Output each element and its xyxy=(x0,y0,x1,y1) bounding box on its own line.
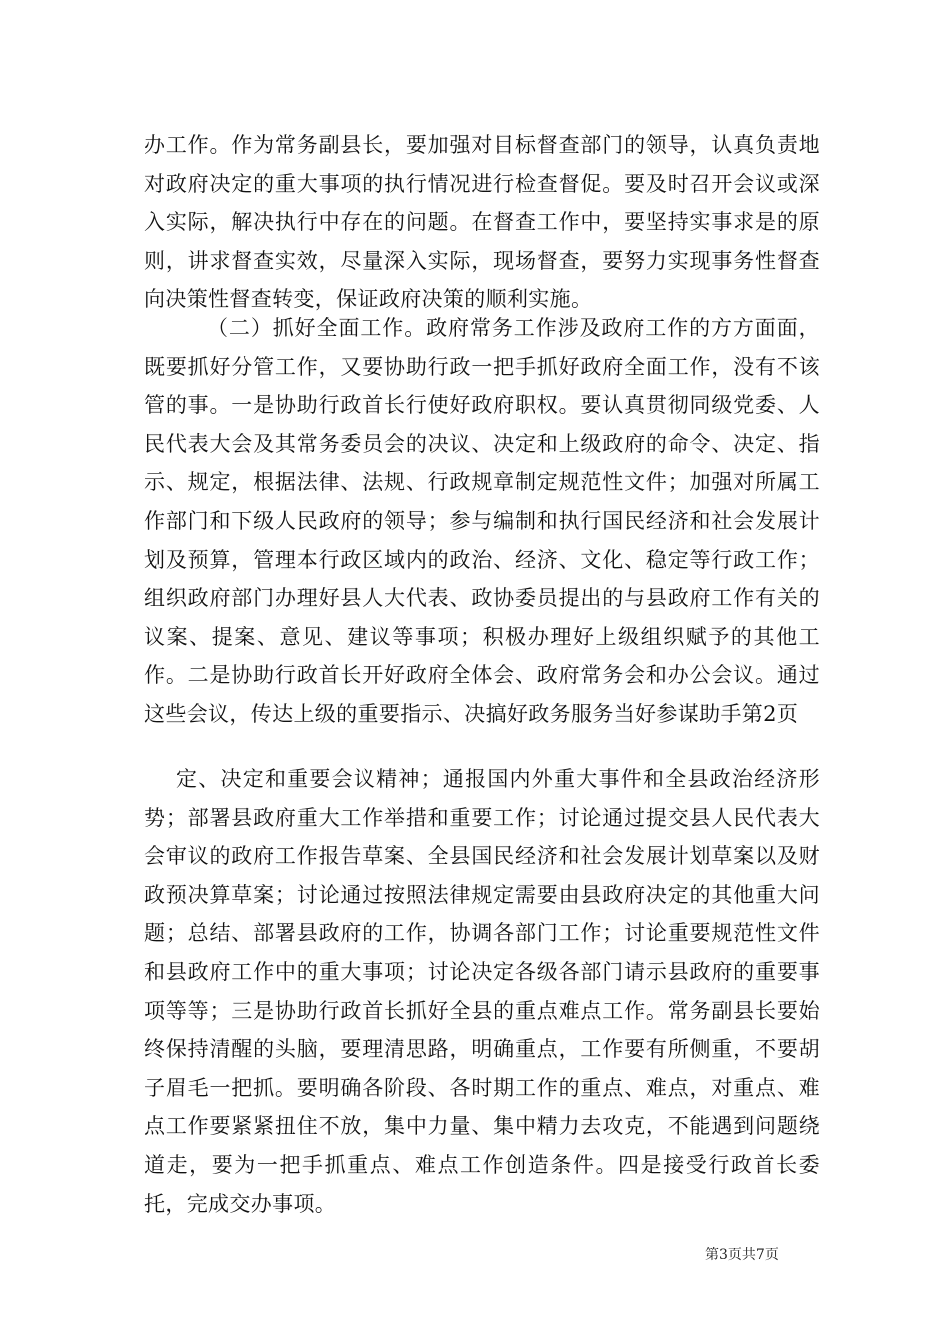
page-number-footer: 第3页共7页 xyxy=(705,1247,779,1263)
paragraph-overall-work: （二）抓好全面工作。政府常务工作涉及政府工作的方方面面，既要抓好分管工作，又要协助行政一把手抓好政府全面工作，没有不该管的事。一是协助行政首长行使好政府职权。要认真贯彻同级党委、人民代表大会及其常务委员会的决议、决定和上级政府的命令、决定、指示、规定，根据法律、法规、行政规章制定规范性文件；加强对所属工作部门和下级人民政府的领导；参与编制和执行国民经济和社会发展计划及预算，管理本行政区域内的政治、经济、文化、稳定等行政工作；组织政府部门办理好县人大代表、政协委员提出的与县政府工作有关的议案、提案、意见、建议等事项；积极办理好上级组织赋予的其他工作。二是协助行政首长开好政府全体会、政府常务会和办公会议。通过这些会议，传达上级的重要指示、决搞好政务服务当好参谋助手第2页 xyxy=(144,316,820,726)
paragraph-meetings-and-priorities: 定、决定和重要会议精神；通报国内外重大事件和全县政治经济形势；部署县政府重大工作举措和重要工作；讨论通过提交县人民代表大会审议的政府工作报告草案、全县国民经济和社会发展计划草案以及财政预决算草案；讨论通过按照法律规定需要由县政府决定的其他重大问题；总结、部署县政府的工作，协调各部门工作；讨论重要规范性文件和县政府工作中的重大事项；讨论决定各级各部门请示县政府的重要事项等等；三是协助行政首长抓好全县的重点难点工作。常务副县长要始终保持清醒的头脑，要理清思路，明确重点，工作要有所侧重，不要胡子眉毛一把抓。要明确各阶段、各时期工作的重点、难点，对重点、难点工作要紧紧扭住不放，集中力量、集中精力去攻克，不能遇到问题绕道走，要为一把手抓重点、难点工作创造条件。四是接受行政首长委托，完成交办事项。 xyxy=(144,767,820,1216)
paragraph-supervision: 办工作。作为常务副县长，要加强对目标督查部门的领导，认真负责地对政府决定的重大事项的执行情况进行检查督促。要及时召开会议或深入实际，解决执行中存在的问题。在督查工作中，要坚持实事求是的原则，讲求督查实效，尽量深入实际，现场督查，要努力实现事务性督查向决策性督查转变，保证政府决策的顺利实施。 xyxy=(144,133,820,312)
